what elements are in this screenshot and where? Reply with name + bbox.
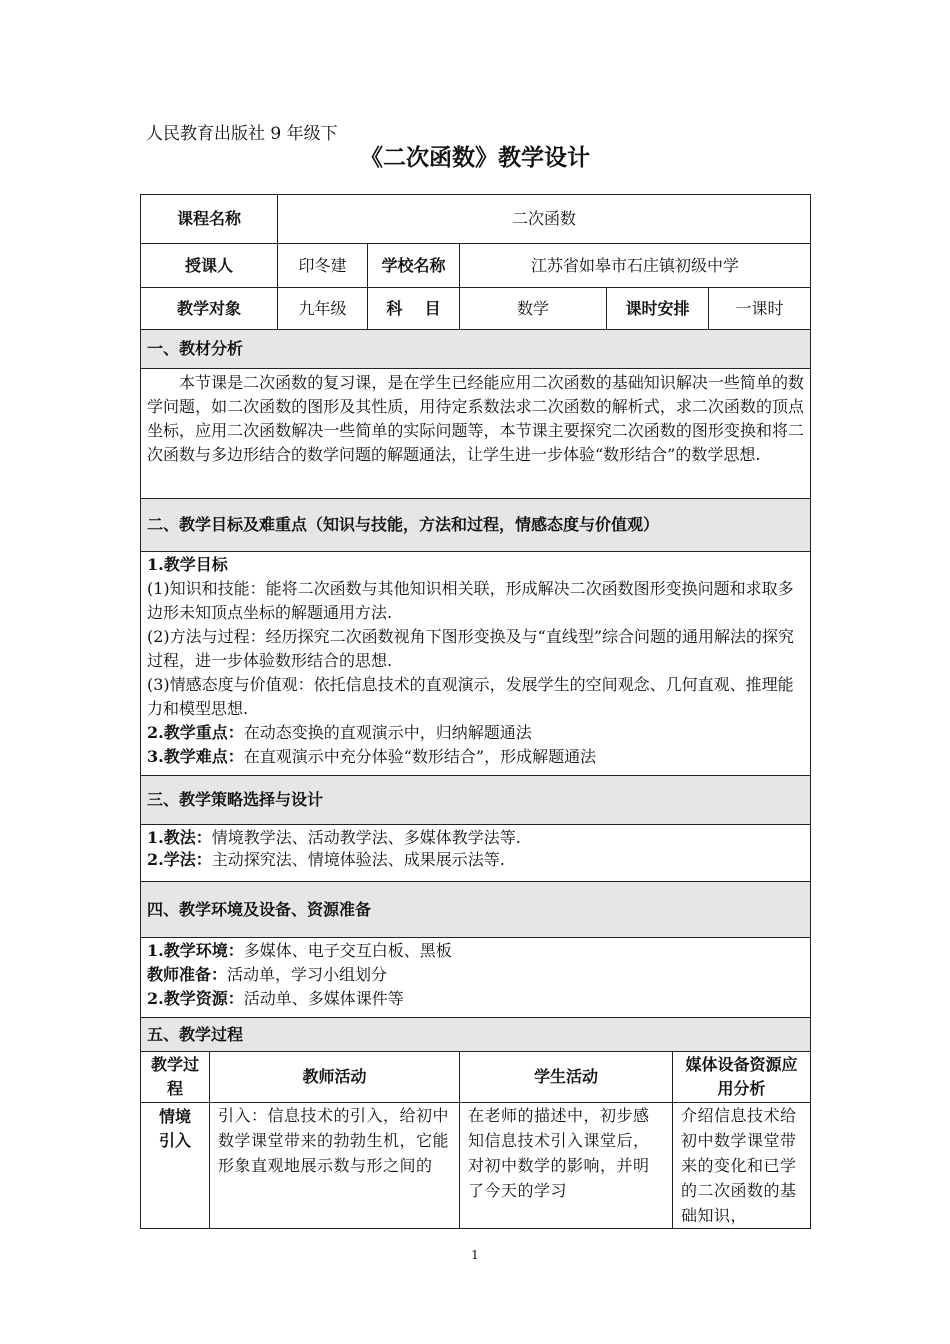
row-teacher: [141, 244, 811, 288]
difficult-point: [147, 745, 804, 769]
teaching-resources-text: 活动单、多媒体课件等: [243, 989, 404, 1008]
teaching-environment: [147, 939, 804, 963]
learning-method-label: 2.学法：: [147, 850, 212, 869]
difficult-point-label: 3.教学难点：: [147, 747, 244, 766]
section-title-objectives: 二、教学目标及难重点（知识与技能，方法和过程，情感态度与价值观）: [141, 499, 811, 552]
teaching-resources: [147, 987, 804, 1011]
teaching-environment-label: 1.教学环境：: [147, 941, 244, 960]
col-header-media: 媒体设备资源应用分析: [673, 1052, 811, 1103]
lesson-plan-table: [140, 194, 811, 1229]
section-title-environment: 四、教学环境及设备、资源准备: [141, 882, 811, 938]
teacher-preparation: [147, 963, 804, 987]
school-label: 学校名称: [368, 244, 460, 288]
col-header-student: 学生活动: [460, 1052, 673, 1103]
subject-value: 数学: [460, 288, 607, 330]
publisher-line: 人民教育出版社 9 年级下: [146, 124, 338, 144]
objectives-heading: 1.教学目标: [147, 555, 228, 574]
col-header-teacher: 教师活动: [210, 1052, 460, 1103]
row-audience: [141, 288, 811, 330]
teacher-label: 授课人: [141, 244, 278, 288]
media-analysis-cell: 介绍信息技术给初中数学课堂带来的变化和已学的二次函数的基础知识，: [673, 1103, 811, 1229]
teacher-value: 印冬建: [278, 244, 368, 288]
objective-knowledge: (1)知识和技能：能将二次函数与其他知识相关联，形成解决二次函数图形变换问题和求取多边形未知顶点坐标的解题通用方法.: [147, 579, 794, 622]
hours-value: 一课时: [709, 288, 811, 330]
section-title-materials: 一、教材分析: [141, 330, 811, 369]
objective-attitude: (3)情感态度与价值观：依托信息技术的直观演示，发展学生的空间观念、几何直观、推理能力和模型思想.: [147, 675, 794, 718]
section-title-process: 五、教学过程: [141, 1018, 811, 1052]
materials-analysis-text: 本节课是二次函数的复习课，是在学生已经能应用二次函数的基础知识解决一些简单的数学问题，如二次函数的图形及其性质，用待定系数法求二次函数的解析式，求二次函数的顶点坐标，应用二次函数解决一些简单的实际问题等，本节课主要探究二次函数的图形变换和将二次函数与多边形结合的数学问题的解题通法，让学生进一步体验“数形结合”的数学思想.: [147, 373, 805, 464]
key-point: [147, 721, 804, 745]
audience-label: 教学对象: [141, 288, 278, 330]
teacher-preparation-label: 教师准备：: [147, 965, 228, 984]
table-row: [141, 1103, 811, 1229]
teaching-method-text: 情境教学法、活动教学法、多媒体教学法等.: [211, 828, 521, 847]
subject-label: 科 目: [368, 288, 460, 330]
student-activity-cell: 在老师的描述中，初步感知信息技术引入课堂后，对初中数学的影响，并明了今天的学习: [460, 1103, 673, 1229]
document-title: 《二次函数》教学设计: [360, 144, 590, 171]
teaching-method-label: 1.教法：: [147, 828, 212, 847]
key-point-text: 在动态变换的直观演示中，归纳解题通法: [243, 723, 532, 742]
page-number: 1: [471, 1248, 479, 1262]
audience-value: 九年级: [278, 288, 368, 330]
process-header-row: [141, 1052, 811, 1103]
teacher-activity-cell: 引入：信息技术的引入，给初中数学课堂带来的勃勃生机，它能形象直观地展示数与形之间的: [210, 1103, 460, 1229]
section-title-strategy: 三、教学策略选择与设计: [141, 776, 811, 825]
hours-label: 课时安排: [607, 288, 709, 330]
objective-method: (2)方法与过程：经历探究二次函数视角下图形变换及与“直线型”综合问题的通用解法的探究过程，进一步体验数形结合的思想.: [147, 627, 795, 670]
teaching-method: [147, 827, 804, 849]
course-value: 二次函数: [278, 195, 811, 244]
row-course: [141, 195, 811, 244]
teaching-resources-label: 2.教学资源：: [147, 989, 244, 1008]
key-point-label: 2.教学重点：: [147, 723, 244, 742]
stage-cell: 情境引入: [141, 1103, 210, 1229]
difficult-point-text: 在直观演示中充分体验“数形结合”，形成解题通法: [243, 747, 597, 766]
learning-method: [147, 849, 804, 871]
teacher-preparation-text: 活动单，学习小组划分: [227, 965, 388, 984]
teaching-environment-text: 多媒体、电子交互白板、黑板: [243, 941, 452, 960]
school-value: 江苏省如皋市石庄镇初级中学: [460, 244, 811, 288]
learning-method-text: 主动探究法、情境体验法、成果展示法等.: [211, 850, 505, 869]
course-label: 课程名称: [141, 195, 278, 244]
col-header-stage: 教学过程: [141, 1052, 210, 1103]
